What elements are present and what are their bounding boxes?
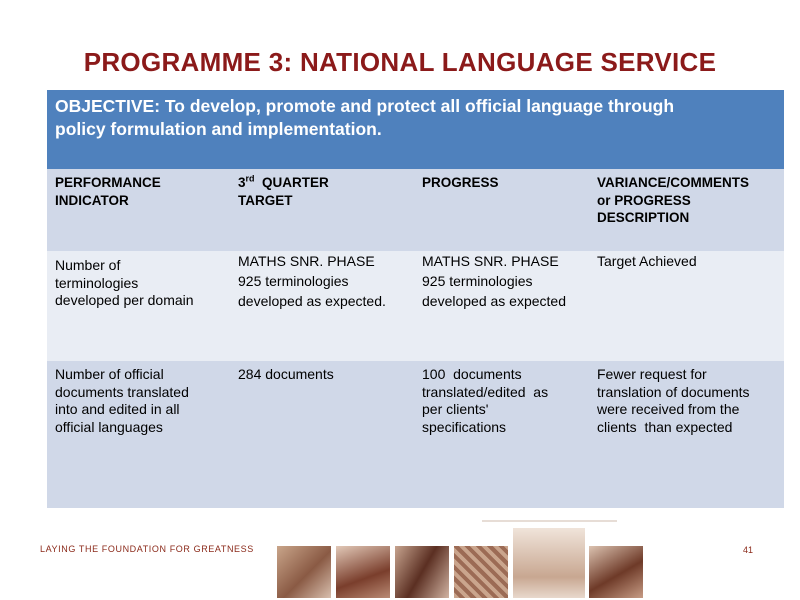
header-text: or PROGRESS <box>597 192 691 208</box>
header-text: TARGET <box>238 192 293 208</box>
performance-table <box>47 90 784 508</box>
photo-people-image <box>336 546 390 598</box>
photo-frame-divider <box>482 520 617 522</box>
cell-text: per clients' <box>422 401 489 417</box>
cell-text: developed as expected. <box>238 293 386 309</box>
cell-text: Number of official <box>55 366 164 382</box>
photo-artifact-image <box>395 546 449 598</box>
cell-variance <box>597 251 782 271</box>
page-number: 41 <box>743 545 754 555</box>
header-text: DESCRIPTION <box>597 210 690 225</box>
cell-target <box>238 251 414 311</box>
header-text: 3 <box>238 175 246 190</box>
table-row <box>47 251 784 361</box>
cell-progress <box>422 361 592 436</box>
cell-indicator <box>55 251 230 310</box>
header-performance-indicator <box>55 169 230 209</box>
cell-indicator <box>55 361 230 436</box>
cell-text: terminologies <box>55 274 139 291</box>
cell-text: into and edited in all <box>55 401 180 417</box>
header-text: PROGRESS <box>422 175 499 190</box>
cell-variance <box>597 361 782 436</box>
cell-text: 100 documents <box>422 366 522 382</box>
cell-text: translation of documents <box>597 383 750 400</box>
cell-progress <box>422 251 592 311</box>
objective-line-2: policy formulation and implementation. <box>55 119 382 139</box>
header-text: VARIANCE/COMMENTS <box>597 175 750 190</box>
objective-line-1: OBJECTIVE: To develop, promote and protect all official language through <box>55 96 675 116</box>
cell-text: 925 terminologies <box>422 273 533 289</box>
photo-saxophone-image <box>589 546 643 598</box>
cell-text: translated/edited as <box>422 383 549 400</box>
cell-text: MATHS SNR. PHASE <box>238 253 375 269</box>
header-quarter-target <box>238 169 414 209</box>
header-text: INDICATOR <box>55 192 129 208</box>
photo-hands-image <box>277 546 331 598</box>
cell-text: specifications <box>422 418 507 435</box>
superscript: rd <box>245 173 255 184</box>
header-variance <box>597 169 782 227</box>
photo-pattern-image <box>454 546 508 598</box>
cell-target <box>238 361 414 384</box>
cell-text: official languages <box>55 418 163 435</box>
photo-dancer-image <box>513 528 585 598</box>
cell-text: Number of <box>55 257 121 273</box>
cell-text: 925 terminologies <box>238 273 349 289</box>
cell-text: clients than expected <box>597 418 733 435</box>
slide-title: PROGRAMME 3: NATIONAL LANGUAGE SERVICE <box>83 47 717 77</box>
cell-text: developed as expected <box>422 293 566 309</box>
objective-banner <box>47 90 784 169</box>
header-text <box>238 174 414 192</box>
cell-text: MATHS SNR. PHASE <box>422 253 559 269</box>
header-text: QUARTER <box>254 175 329 190</box>
header-progress <box>422 169 592 192</box>
header-text: PERFORMANCE <box>55 175 161 190</box>
table-header-row <box>47 169 784 251</box>
table-row <box>47 361 784 508</box>
cell-text: were received from the <box>597 401 740 417</box>
cell-text: Target Achieved <box>597 253 697 269</box>
footer-tagline: LAYING THE FOUNDATION FOR GREATNESS <box>40 544 254 554</box>
cell-text: documents translated <box>55 383 189 400</box>
cell-text: Fewer request for <box>597 366 707 382</box>
cell-text: 284 documents <box>238 366 334 382</box>
cell-text: developed per domain <box>55 292 194 308</box>
